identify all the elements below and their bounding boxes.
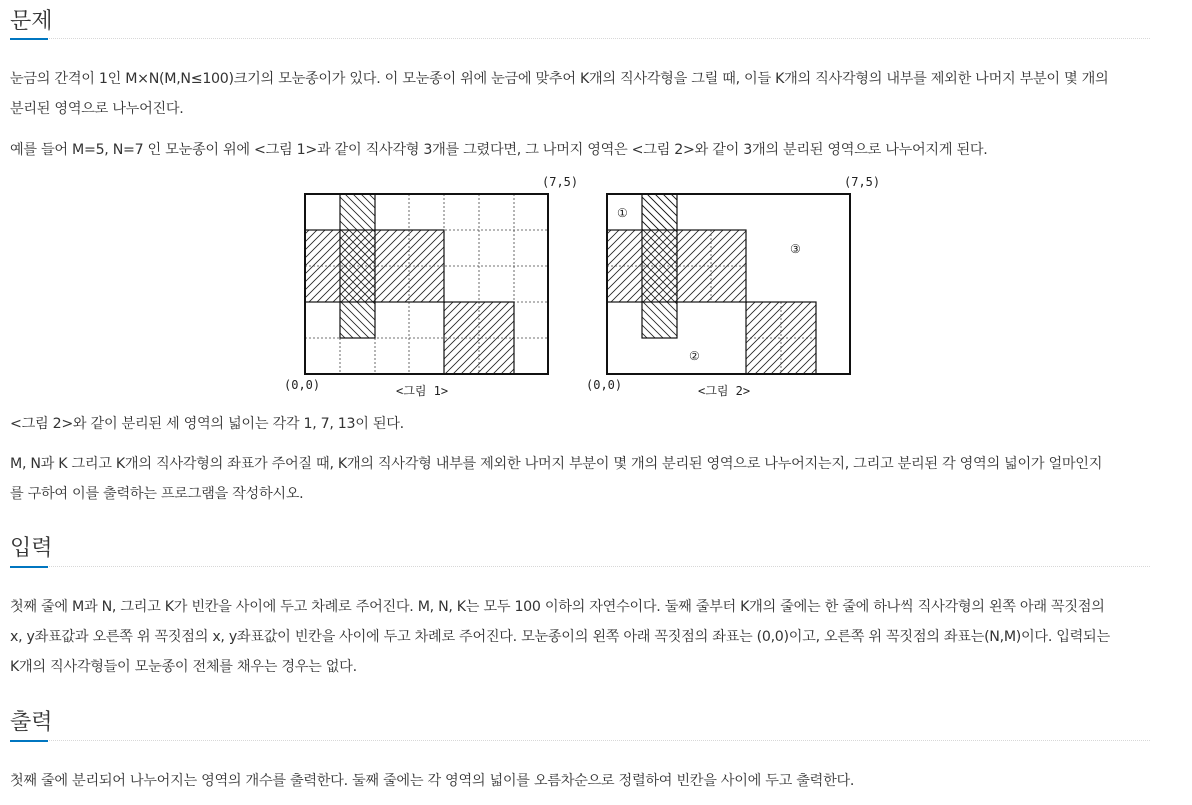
input-line3: K개의 직사각형들이 모눈종이 전체를 채우는 경우는 없다. <box>10 659 357 675</box>
heading-accent-bar <box>10 38 48 40</box>
input-heading: 입력 <box>10 536 53 561</box>
fig1-caption: <그림 1> <box>396 384 449 398</box>
heading-divider <box>10 566 1150 567</box>
problem-p1-line2: 분리된 영역으로 나누어진다. <box>10 101 184 117</box>
input-paragraph <box>10 592 1150 682</box>
figure-2 <box>582 172 882 408</box>
problem-p1-line1: 눈금의 간격이 1인 M×N(M,N≤100)크기의 모눈종이가 있다. 이 모눈종이 위에 눈금에 맞추어 K개의 직사각형을 그릴 때, 이들 K개의 직사각형의 내부를 제외한 나머지 부분이 몇 개의 <box>10 71 1109 87</box>
heading-accent-bar <box>10 740 48 742</box>
output-paragraph: 첫째 줄에 분리되어 나누어지는 영역의 개수를 출력한다. 둘째 줄에는 각 영역의 넓이를 오름차순으로 정렬하여 빈칸을 사이에 두고 출력한다. <box>10 773 855 789</box>
fig1-corner-label: (7,5) <box>542 175 579 189</box>
input-line2: x, y좌표값과 오른쪽 위 꼭짓점의 x, y좌표값이 빈칸을 사이에 두고 차례로 주어진다. 모눈종이의 왼쪽 아래 꼭짓점의 좌표는 (0,0)이고, 오른쪽 위 꼭짓점의 좌표는(N,M)이다. 입력되는 <box>10 629 1110 645</box>
figure-1 <box>280 172 580 408</box>
problem-p4-line1: M, N과 K 그리고 K개의 직사각형의 좌표가 주어질 때, K개의 직사각형 내부를 제외한 나머지 부분이 몇 개의 분리된 영역으로 나누어지는지, 그리고 분리된 각 영역의 넓이가 얼마인지 <box>10 456 1103 472</box>
fig2-region-3-label: ③ <box>790 242 801 256</box>
input-section-header <box>0 531 1150 571</box>
fig2-region-2-label: ② <box>689 349 700 363</box>
output-section-header <box>0 705 1150 745</box>
heading-divider <box>10 38 1150 39</box>
heading-accent-bar <box>10 566 48 568</box>
problem-paragraph-4 <box>10 449 1150 509</box>
fig2-corner-label: (7,5) <box>844 175 881 189</box>
problem-heading: 문제 <box>10 9 53 34</box>
fig2-caption: <그림 2> <box>698 384 751 398</box>
problem-p4-line2: 를 구하여 이를 출력하는 프로그램을 작성하시오. <box>10 486 304 502</box>
problem-paragraph-1 <box>10 64 1150 124</box>
output-heading: 출력 <box>10 710 53 735</box>
problem-paragraph-2: 예를 들어 M=5, N=7 인 모눈종이 위에 <그림 1>과 같이 직사각형 3개를 그렸다면, 그 나머지 영역은 <그림 2>와 같이 3개의 분리된 영역으로 나누어지게 된다. <box>10 142 988 158</box>
fig2-region-1-label: ① <box>617 206 628 220</box>
fig2-origin-label: (0,0) <box>586 378 623 392</box>
problem-section-header <box>0 4 1150 44</box>
problem-paragraph-3: <그림 2>와 같이 분리된 세 영역의 넓이는 각각 1, 7, 13이 된다. <box>10 416 404 432</box>
heading-divider <box>10 740 1150 741</box>
fig1-origin-label: (0,0) <box>284 378 321 392</box>
input-line1: 첫째 줄에 M과 N, 그리고 K가 빈칸을 사이에 두고 차례로 주어진다. M, N, K는 모두 100 이하의 자연수이다. 둘째 줄부터 K개의 줄에는 한 줄에 하나씩 직사각형의 왼쪽 아래 꼭짓점의 <box>10 599 1105 615</box>
